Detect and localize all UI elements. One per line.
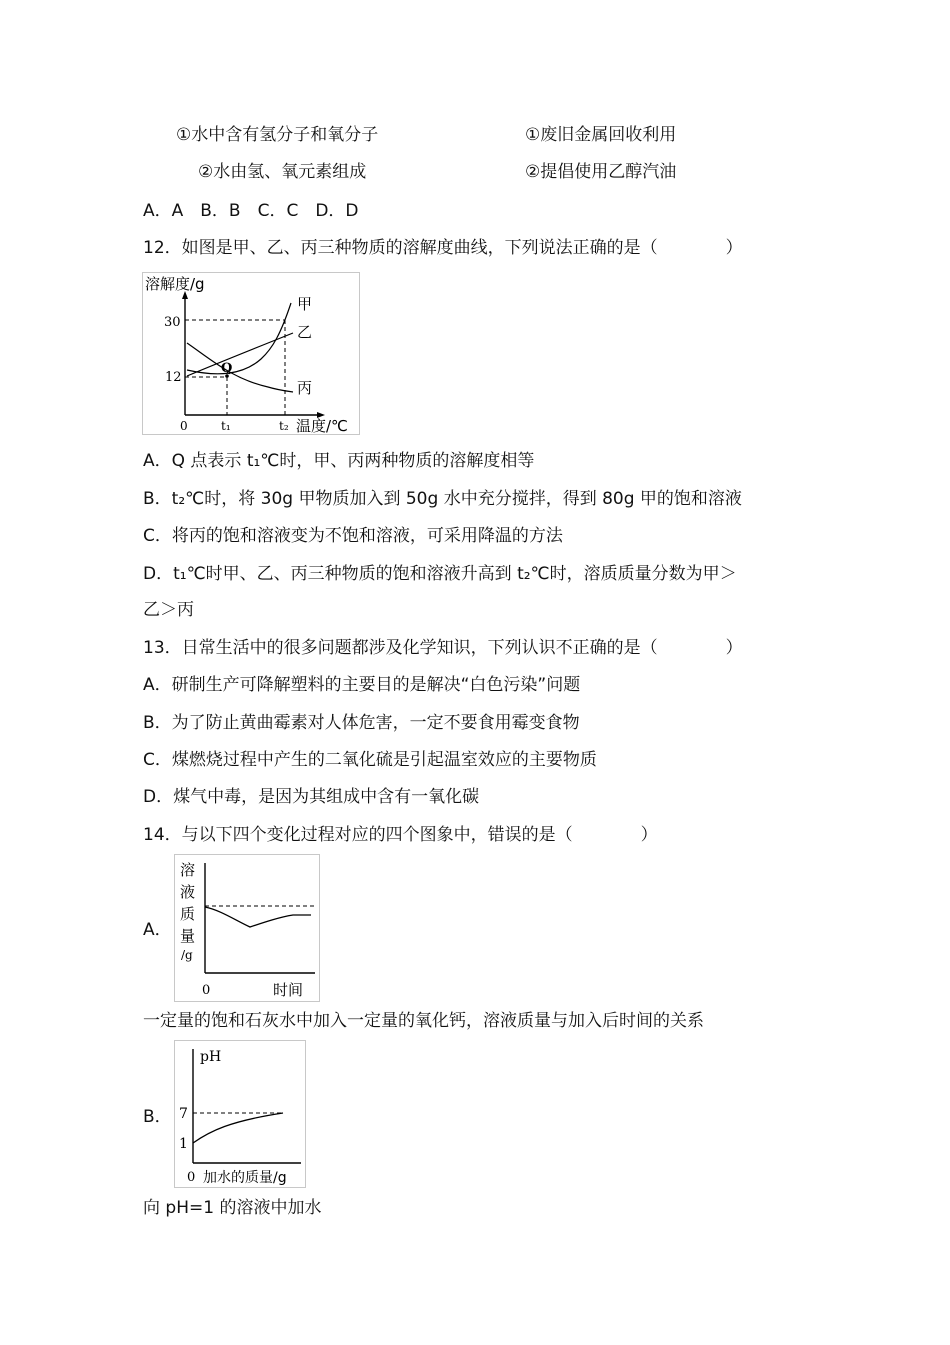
mass-curve: [205, 907, 311, 927]
q11-right-line-2: ②提倡使用乙醇汽油: [525, 162, 677, 182]
tick-1: 1: [179, 1136, 188, 1152]
q12-option-b: B．t₂℃时，将 30g 甲物质加入到 50g 水中充分搅拌，得到 80g 甲的饱和溶液: [143, 489, 742, 509]
q12-option-d-line-2: 乙＞丙: [143, 600, 194, 620]
q13-option-a: A．研制生产可降解塑料的主要目的是解决“白色污染”问题: [143, 675, 581, 695]
t1-label: t₁: [221, 419, 231, 433]
y-label-2: 液: [180, 883, 196, 901]
q11-right-line-1: ①废旧金属回收利用: [525, 125, 677, 145]
t2-label: t₂: [279, 419, 289, 433]
y-tick-30: 30: [164, 315, 181, 330]
q12-option-a: A．Q 点表示 t₁℃时，甲、丙两种物质的溶解度相等: [143, 451, 535, 471]
x-axis-label: 温度/℃: [296, 417, 348, 434]
y-tick-12: 12: [165, 370, 182, 385]
y-label-4: 量: [180, 927, 196, 945]
y-label-5: /g: [181, 948, 193, 962]
q12-solubility-figure: [142, 272, 360, 435]
y-label-3: 质: [180, 905, 196, 923]
q14-option-b-desc: 向 pH=1 的溶液中加水: [143, 1198, 322, 1218]
y-axis-label: 溶解度/g: [145, 275, 205, 293]
ph-curve: [193, 1113, 283, 1143]
tick-7: 7: [179, 1106, 188, 1122]
series-jia-label: 甲: [297, 295, 313, 313]
q12-option-d-line-1: D．t₁℃时甲、乙、丙三种物质的饱和溶液升高到 t₂℃时，溶质质量分数为甲＞: [143, 564, 737, 584]
origin-label: 0: [180, 419, 188, 433]
series-yi-label: 乙: [297, 323, 313, 341]
q11-left-line-2: ②水由氢、氧元素组成: [198, 162, 367, 182]
q13-option-c: C．煤燃烧过程中产生的二氧化硫是引起温室效应的主要物质: [143, 750, 597, 770]
q13-option-d: D．煤气中毒，是因为其组成中含有一氧化碳: [143, 787, 480, 807]
q14-option-a-desc: 一定量的饱和石灰水中加入一定量的氧化钙，溶液质量与加入后时间的关系: [143, 1011, 704, 1031]
q12-option-c: C．将丙的饱和溶液变为不饱和溶液，可采用降温的方法: [143, 526, 563, 546]
q11-left-line-1: ①水中含有氢分子和氧分子: [176, 125, 379, 145]
q14-option-a-label: A．: [143, 920, 172, 940]
curve-jia: [187, 303, 291, 374]
q14-figure-b: [174, 1040, 306, 1188]
point-q-label: Q: [221, 361, 233, 376]
q12-stem: 12．如图是甲、乙、丙三种物质的溶解度曲线，下列说法正确的是（ ）: [143, 238, 743, 258]
q14-option-b-label: B．: [143, 1107, 172, 1127]
q14-figure-a: [174, 854, 320, 1002]
q13-stem: 13．日常生活中的很多问题都涉及化学知识，下列认识不正确的是（ ）: [143, 638, 743, 658]
q13-option-b: B．为了防止黄曲霉素对人体危害，一定不要食用霉变食物: [143, 713, 580, 733]
x-axis-label: 时间: [273, 981, 304, 999]
q14-stem: 14．与以下四个变化过程对应的四个图象中，错误的是（ ）: [143, 825, 658, 845]
x-axis-label: 加水的质量/g: [203, 1170, 287, 1186]
y-label-1: 溶: [180, 861, 196, 879]
q11-options: A．A B．B C．C D．D: [143, 201, 359, 221]
series-bing-label: 丙: [297, 379, 313, 397]
origin-label: 0: [202, 983, 211, 998]
curve-bing: [187, 343, 293, 392]
y-axis-label: pH: [200, 1049, 222, 1065]
origin-label: 0: [187, 1170, 196, 1185]
